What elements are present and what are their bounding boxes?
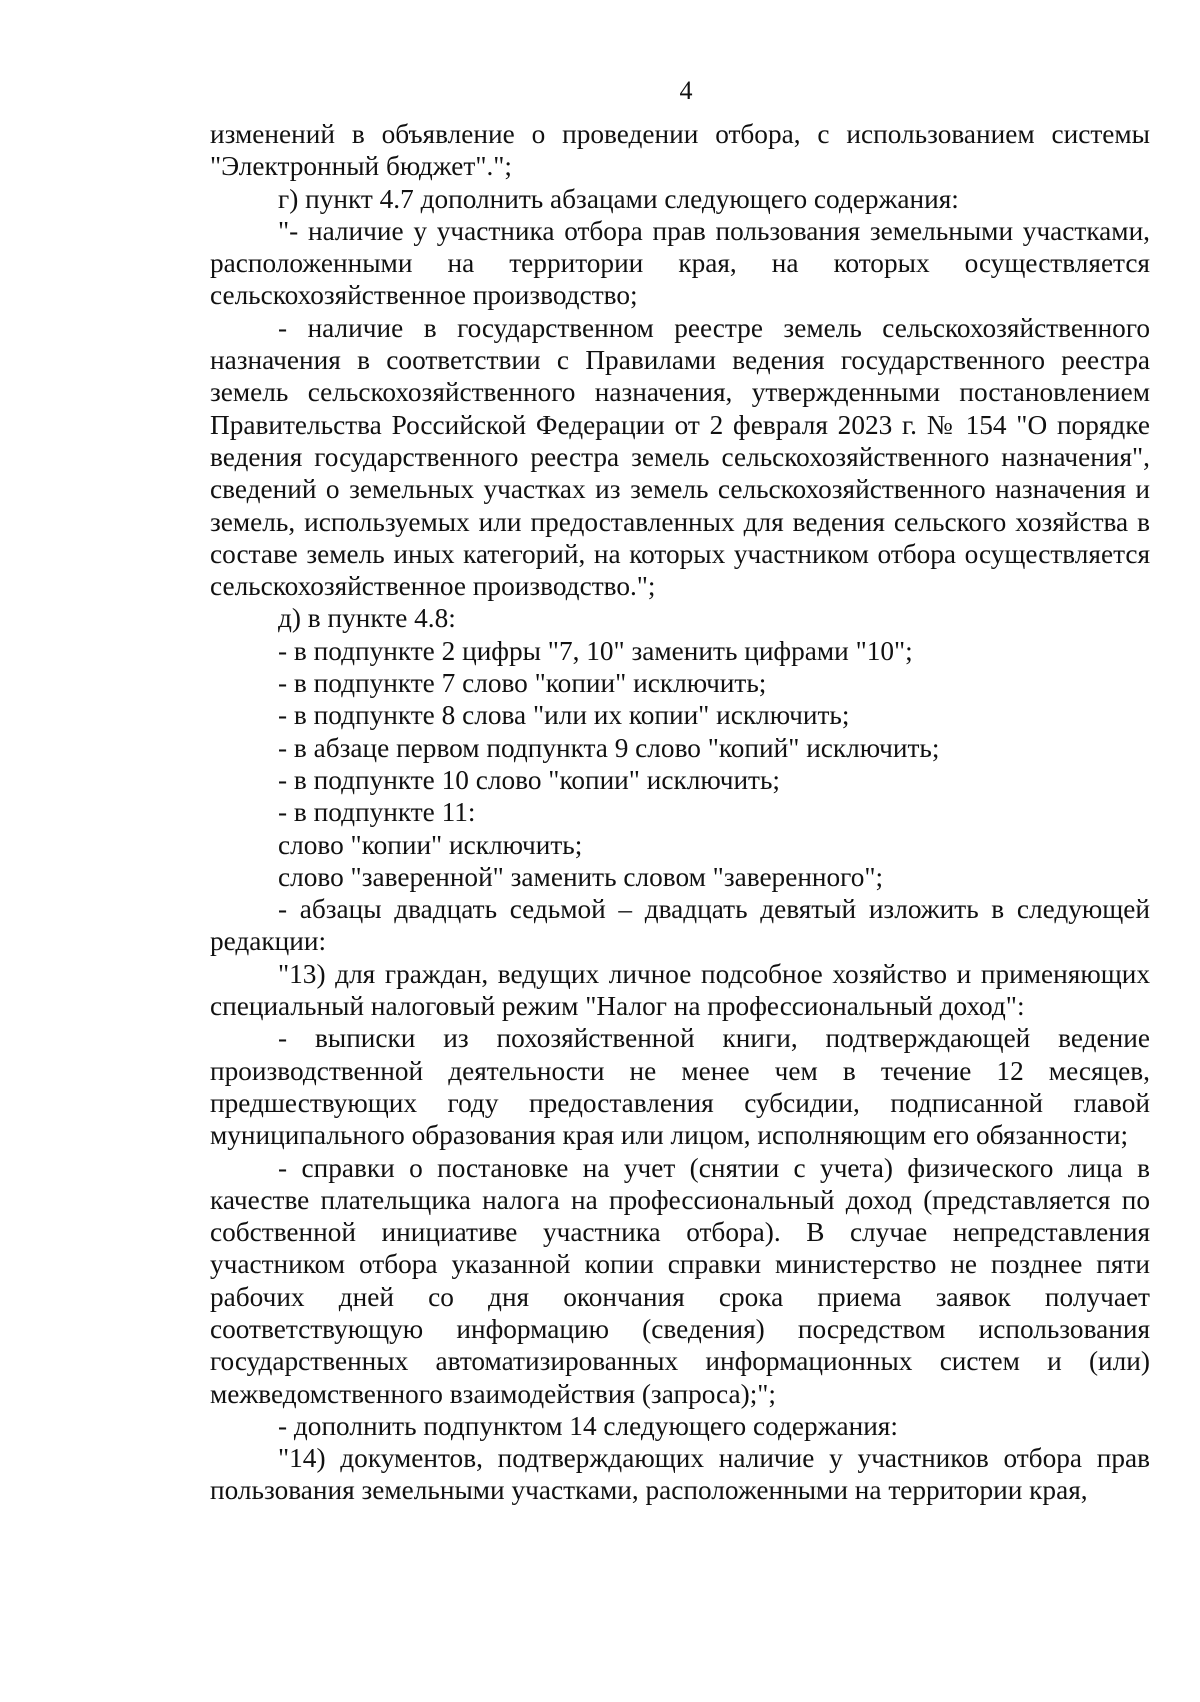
paragraph: - в абзаце первом подпункта 9 слово "копий" исключить;: [278, 732, 940, 763]
paragraph: - справки о постановке на учет (снятии с учета) физического лица в качестве плательщика налога на профессиональный доход (представляется по собственной инициативе участника отбора). В случае непредставления участником отбора указанной копии справки министерство не позднее пяти рабочих дней со дня окончания срока приема заявок получает соответствующую информацию (сведения) посредством использования государственных автоматизированных информационных систем и (или) межведомственного взаимодействия (запроса);";: [210, 1152, 1150, 1409]
paragraph: изменений в объявление о проведении отбора, с использованием системы "Электронный бюджет".";: [210, 119, 1150, 182]
paragraph: - в подпункте 7 слово "копии" исключить;: [278, 668, 767, 699]
paragraph: - абзацы двадцать седьмой – двадцать девятый изложить в следующей редакции:: [210, 894, 1150, 957]
paragraph: "14) документов, подтверждающих наличие у участников отбора прав пользования земельными участками, расположенными на территории края,: [210, 1443, 1150, 1506]
page-number: 4: [679, 76, 693, 105]
paragraph: слово "заверенной" заменить словом "заверенного";: [278, 861, 884, 892]
paragraph: - дополнить подпунктом 14 следующего содержания:: [278, 1410, 898, 1441]
paragraph: "- наличие у участника отбора прав пользования земельными участками, расположенными на территории края, на которых осуществляется сельскохозяйственное производство;: [210, 215, 1150, 311]
paragraph: - в подпункте 10 слово "копии" исключить;: [278, 764, 781, 795]
paragraph: - выписки из похозяйственной книги, подтверждающей ведение производственной деятельности не менее чем в течение 12 месяцев, предшествующих году предоставления субсидии, подписанной главой муниципального образования края или лицом, исполняющим его обязанности;: [210, 1023, 1150, 1151]
paragraph: - наличие в государственном реестре земель сельскохозяйственного назначения в соответствии с Правилами ведения государственного реестра земель сельскохозяйственного назначения, утвержденными постановлением Правительства Российской Федерации от 2 февраля 2023 г. № 154 "О порядке ведения государственного реестра земель сельскохозяйственного назначения", сведений о земельных участках из земель сельскохозяйственного назначения и земель, используемых или предоставленных для ведения сельского хозяйства в составе земель иных категорий, на которых участником отбора осуществляется сельскохозяйственное производство.";: [210, 312, 1150, 602]
paragraph: г) пункт 4.7 дополнить абзацами следующего содержания:: [278, 183, 959, 214]
paragraph: д) в пункте 4.8:: [278, 603, 456, 634]
paragraph: слово "копии" исключить;: [278, 829, 583, 860]
paragraph: "13) для граждан, ведущих личное подсобное хозяйство и применяющих специальный налоговый режим "Налог на профессиональный доход":: [210, 958, 1150, 1022]
paragraph: - в подпункте 11:: [278, 797, 476, 828]
paragraph: - в подпункте 8 слова "или их копии" исключить;: [278, 700, 850, 731]
document-body: [210, 118, 1150, 1507]
paragraph: - в подпункте 2 цифры "7, 10" заменить цифрами "10";: [278, 635, 913, 666]
